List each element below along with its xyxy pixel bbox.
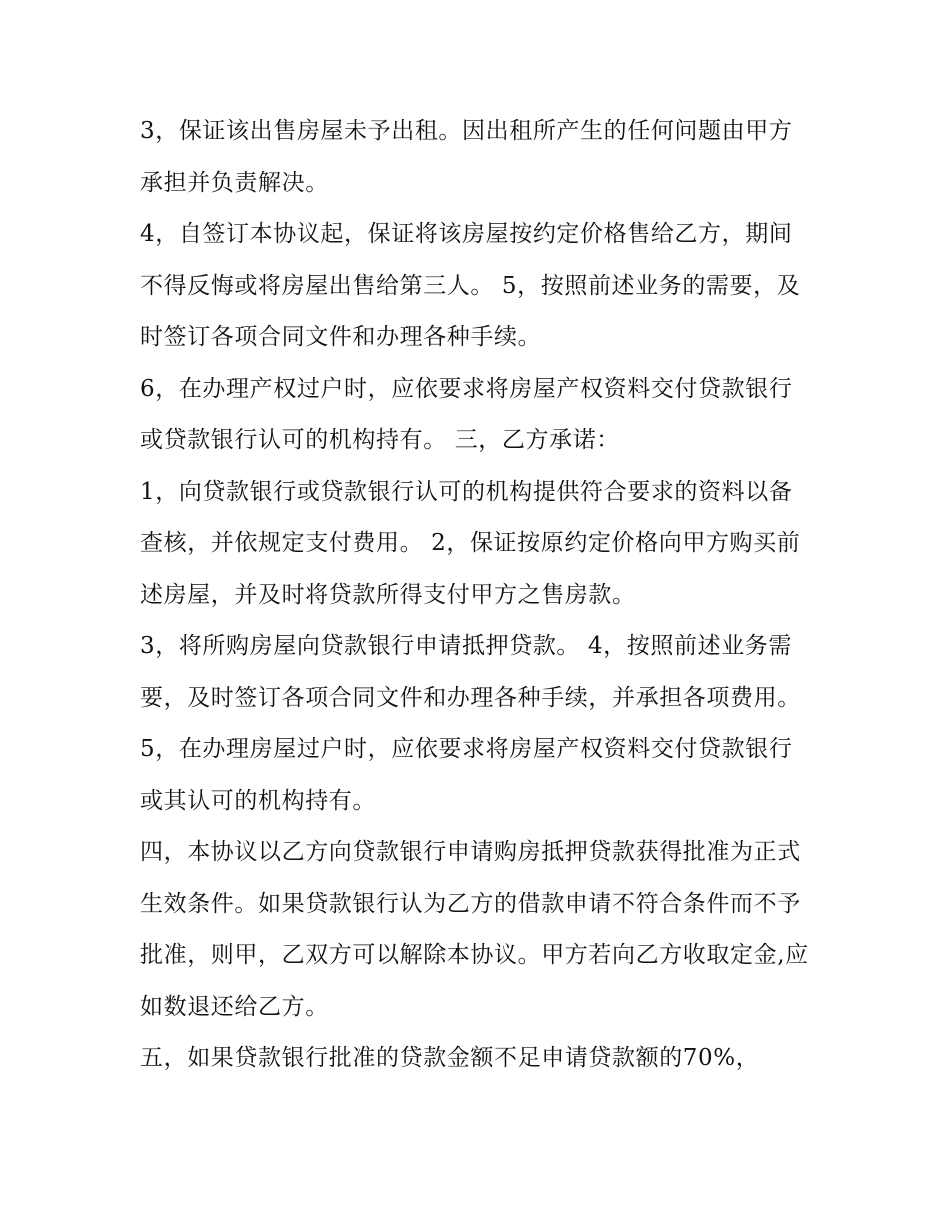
paragraph-seller-sale-commitment: 4，自签订本协议起，保证将该房屋按约定价格售给乙方，期间不得反悔或将房屋出售给第三人。 5，按照前述业务的需要，及时签订各项合同文件和办理各种手续。 [140,221,801,350]
paragraph-seller-no-lease: 3，保证该出售房屋未予出租。因出租所产生的任何问题由甲方承担并负责解决。 [140,118,793,196]
paragraph-effective-condition: 四，本协议以乙方向贷款银行申请购房抵押贷款获得批准为正式生效条件。如果贷款银行认为乙方的借款申请不符合条件而不予批准，则甲，乙双方可以解除本协议。甲方若向乙方收取定金,应如数退还给乙方。 [140,839,809,1020]
paragraph-loan-shortfall: 五，如果贷款银行批准的贷款金额不足申请贷款额的70%， [140,1045,760,1071]
paragraph-buyer-mortgage: 3，将所购房屋向贷款银行申请抵押贷款。 4，按照前述业务需要，及时签订各项合同文件和办理各种手续，并承担各项费用。 [140,633,801,711]
document-body [140,106,812,1085]
paragraph-buyer-materials: 1，向贷款银行或贷款银行认可的机构提供符合要求的资料以备查核，并依规定支付费用。 2，保证按原约定价格向甲方购买前述房屋，并及时将贷款所得支付甲方之售房款。 [140,478,801,608]
paragraph-buyer-title-transfer: 5，在办理房屋过户时，应依要求将房屋产权资料交付贷款银行或其认可的机构持有。 [140,736,793,814]
paragraph-seller-title-transfer: 6，在办理产权过户时，应依要求将房屋产权资料交付贷款银行或贷款银行认可的机构持有。 三，乙方承诺： [140,375,793,453]
